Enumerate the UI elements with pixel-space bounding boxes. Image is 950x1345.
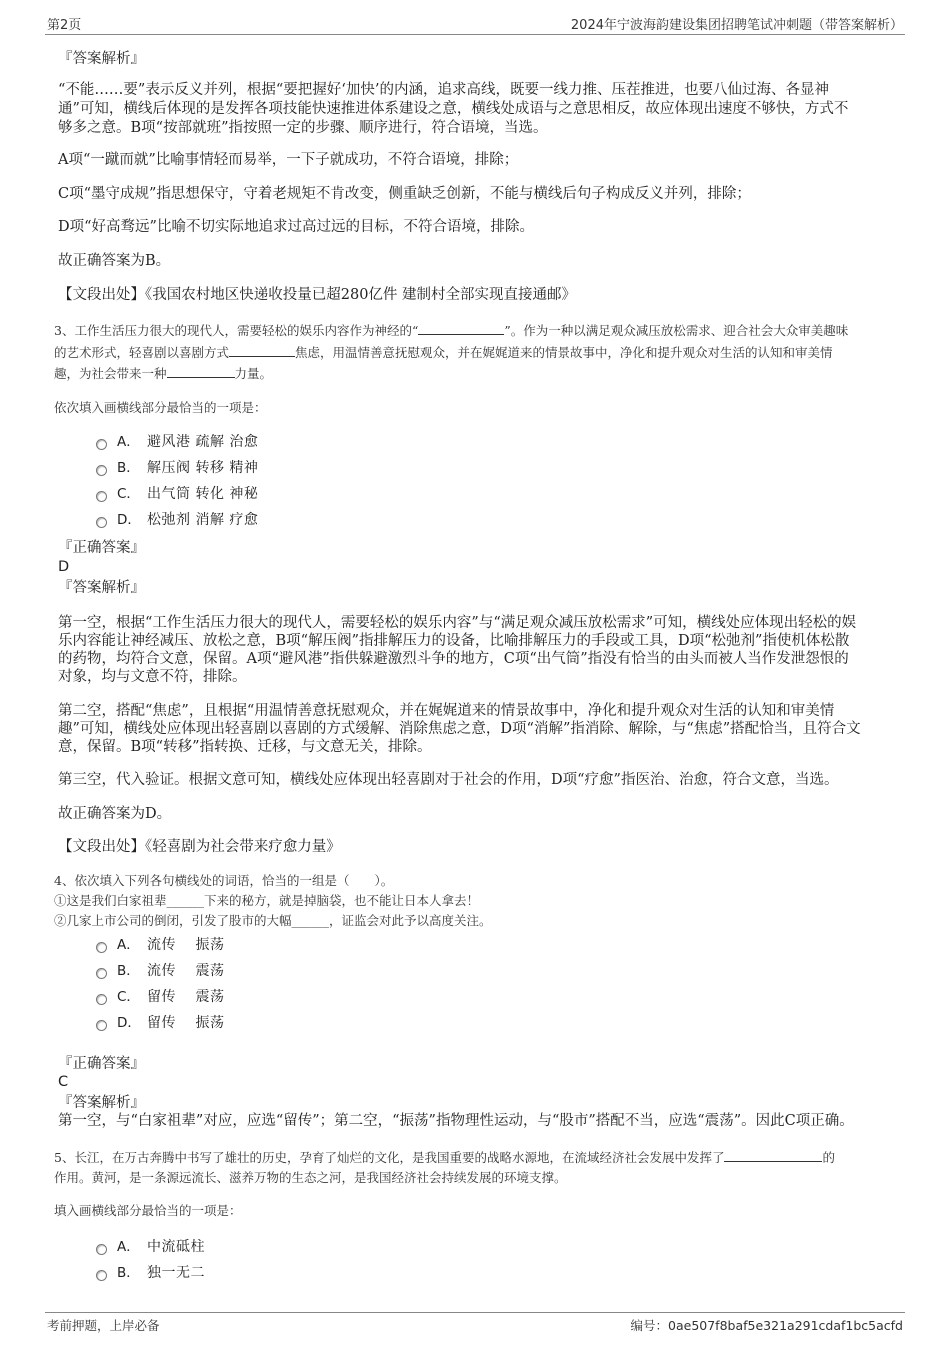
q4-option-a[interactable]: A． 流传 振荡 xyxy=(96,936,224,954)
q3-option-a[interactable]: A． 避风港 疏解 治愈 xyxy=(96,433,258,451)
blank xyxy=(167,364,235,378)
footer-slogan: 考前押题，上岸必备 xyxy=(47,1318,160,1333)
q3-option-b[interactable]: B． 解压阀 转移 精神 xyxy=(96,459,258,477)
radio-icon[interactable] xyxy=(96,942,107,953)
radio-icon[interactable] xyxy=(96,968,107,979)
q3-analysis-2-line-1: 第二空，搭配“焦虑”，且根据“用温情善意抚慰观众，并在娓娓道来的情景故事中，净化和提升观众对生活的认知和审美情 xyxy=(58,703,835,719)
q3-correct-label: 『正确答案』 xyxy=(58,540,145,556)
q3-source: 【文段出处】《轻喜剧为社会带来疗愈力量》 xyxy=(58,839,341,855)
q4-correct-answer: C xyxy=(58,1074,69,1090)
q4-sentence-1: ①这是我们白家祖辈______下来的秘方，就是掉脑袋，也不能让日本人拿去！ xyxy=(54,893,480,908)
q4-option-c[interactable]: C． 留传 震荡 xyxy=(96,988,224,1006)
radio-icon[interactable] xyxy=(96,465,107,476)
q3-stem-line-3: 趣，为社会带来一种 力量。 xyxy=(54,366,273,381)
radio-icon[interactable] xyxy=(96,517,107,528)
q4-correct-label: 『正确答案』 xyxy=(58,1056,145,1072)
q3-option-c[interactable]: C． 出气筒 转化 神秘 xyxy=(96,485,258,503)
q3-analysis-2-line-2: 趣”可知，横线处应体现出轻喜剧以喜剧的方式缓解、消除焦虑之意，D项“消解”指消除、解除，与“焦虑”搭配恰当，且符合文 xyxy=(58,721,861,737)
q3-prompt: 依次填入画横线部分最恰当的一项是： xyxy=(54,400,267,415)
q3-analysis-1-line-1: 第一空，根据“工作生活压力很大的现代人，需要轻松的娱乐内容”与“满足观众减压放松需求”可知，横线处应体现出轻松的娱 xyxy=(58,615,857,631)
q2-analysis-option-d: D项“好高骛远”比喻不切实际地追求过高过远的目标，不符合语境，排除。 xyxy=(58,219,534,235)
q2-analysis-line-3: 够多之意。B项“按部就班”指按照一定的步骤、顺序进行，符合语境，当选。 xyxy=(58,120,548,136)
q3-analysis-3: 第三空，代入验证。根据文意可知，横线处应体现出轻喜剧对于社会的作用，D项“疗愈”指医治、治愈，符合文意，当选。 xyxy=(58,772,839,788)
q5-stem-line-1: 5、长江，在万古奔腾中书写了雄壮的历史，孕育了灿烂的文化，是我国重要的战略水源地，在流域经济社会发展中发挥了 的 xyxy=(54,1150,835,1165)
q2-analysis-label: 『答案解析』 xyxy=(58,51,145,67)
q3-option-d[interactable]: D． 松弛剂 消解 疗愈 xyxy=(96,511,258,529)
q3-stem-line-2: 的艺术形式，轻喜剧以喜剧方式 焦虑，用温情善意抚慰观众，并在娓娓道来的情景故事中，净化和提升观众对生活的认知和审美情 xyxy=(54,345,833,360)
page-footer xyxy=(45,1312,905,1333)
q4-stem: 4、依次填入下列各句横线处的词语，恰当的一组是（ ）。 xyxy=(54,873,394,888)
q5-stem-line-2: 作用。黄河，是一条源远流长、滋养万物的生态之河，是我国经济社会持续发展的环境支撑。 xyxy=(54,1170,567,1185)
q3-analysis-1-line-3: 的药物，均符合文意，保留。A项“避风港”指供躲避激烈斗争的地方，C项“出气筒”指没有恰当的由头而被人当作发泄怨恨的 xyxy=(58,651,849,667)
radio-icon[interactable] xyxy=(96,994,107,1005)
document-id: 编号：0ae507f8baf5e321a291cdaf1bc5acfd xyxy=(630,1318,903,1333)
q2-analysis-line-1: “不能……要”表示反义并列，根据“要把握好‘加快’的内涵，追求高线，既要一线力推、压茬推进，也要八仙过海、各显神 xyxy=(58,82,829,98)
q5-prompt: 填入画横线部分最恰当的一项是： xyxy=(54,1203,242,1218)
q2-analysis-line-2: 通”可知，横线后体现的是发挥各项技能快速推进体系建设之意，横线处成语与之意思相反，故应体现出速度不够快，方式不 xyxy=(58,101,849,117)
q3-correct-answer: D xyxy=(58,559,70,575)
q4-sentence-2: ②几家上市公司的倒闭，引发了股市的大幅______，证监会对此予以高度关注。 xyxy=(54,913,492,928)
q2-analysis-option-a: A项“一蹴而就”比喻事情轻而易举，一下子就成功，不符合语境，排除； xyxy=(58,152,519,168)
q4-option-d[interactable]: D． 留传 振荡 xyxy=(96,1014,224,1032)
q3-analysis-1-line-4: 对象，均与文意不符，排除。 xyxy=(58,669,247,685)
q3-analysis-label: 『答案解析』 xyxy=(58,580,145,596)
blank xyxy=(229,343,295,357)
q4-option-b[interactable]: B． 流传 震荡 xyxy=(96,962,224,980)
radio-icon[interactable] xyxy=(96,1270,107,1281)
radio-icon[interactable] xyxy=(96,439,107,450)
radio-icon[interactable] xyxy=(96,1244,107,1255)
q3-analysis-1-line-2: 乐内容能让神经减压、放松之意，B项“解压阀”指排解压力的设备，比喻排解压力的手段或工具，D项“松弛剂”指使机体松散 xyxy=(58,633,850,649)
q2-source: 【文段出处】《我国农村地区快递收投量已超280亿件 建制村全部实现直接通邮》 xyxy=(58,287,577,303)
q5-option-b[interactable]: B． 独一无二 xyxy=(96,1264,205,1282)
q2-analysis-option-c: C项“墨守成规”指思想保守，守着老规矩不肯改变，侧重缺乏创新，不能与横线后句子构成反义并列，排除； xyxy=(58,186,751,202)
document-title: 2024年宁波海韵建设集团招聘笔试冲刺题（带答案解析） xyxy=(570,18,903,33)
radio-icon[interactable] xyxy=(96,491,107,502)
radio-icon[interactable] xyxy=(96,1020,107,1031)
q4-analysis: 第一空，与“白家祖辈”对应，应选“留传”；第二空，“振荡”指物理性运动，与“股市”搭配不当，应选“震荡”。因此C项正确。 xyxy=(58,1113,854,1129)
blank xyxy=(724,1148,822,1162)
q5-option-a[interactable]: A． 中流砥柱 xyxy=(96,1238,205,1256)
q3-stem-line-1: 3、工作生活压力很大的现代人，需要轻松的娱乐内容作为神经的“ ”。作为一种以满足观众减压放松需求、迎合社会大众审美趣味 xyxy=(54,323,849,338)
blank xyxy=(418,321,504,335)
page-header xyxy=(45,14,905,35)
q2-conclusion: 故正确答案为B。 xyxy=(58,253,171,269)
q3-conclusion: 故正确答案为D。 xyxy=(58,806,172,822)
q4-analysis-label: 『答案解析』 xyxy=(58,1095,145,1111)
page-number: 第2页 xyxy=(47,18,82,33)
q3-analysis-2-line-3: 意，保留。B项“转移”指转换、迁移，与文意无关，排除。 xyxy=(58,739,432,755)
